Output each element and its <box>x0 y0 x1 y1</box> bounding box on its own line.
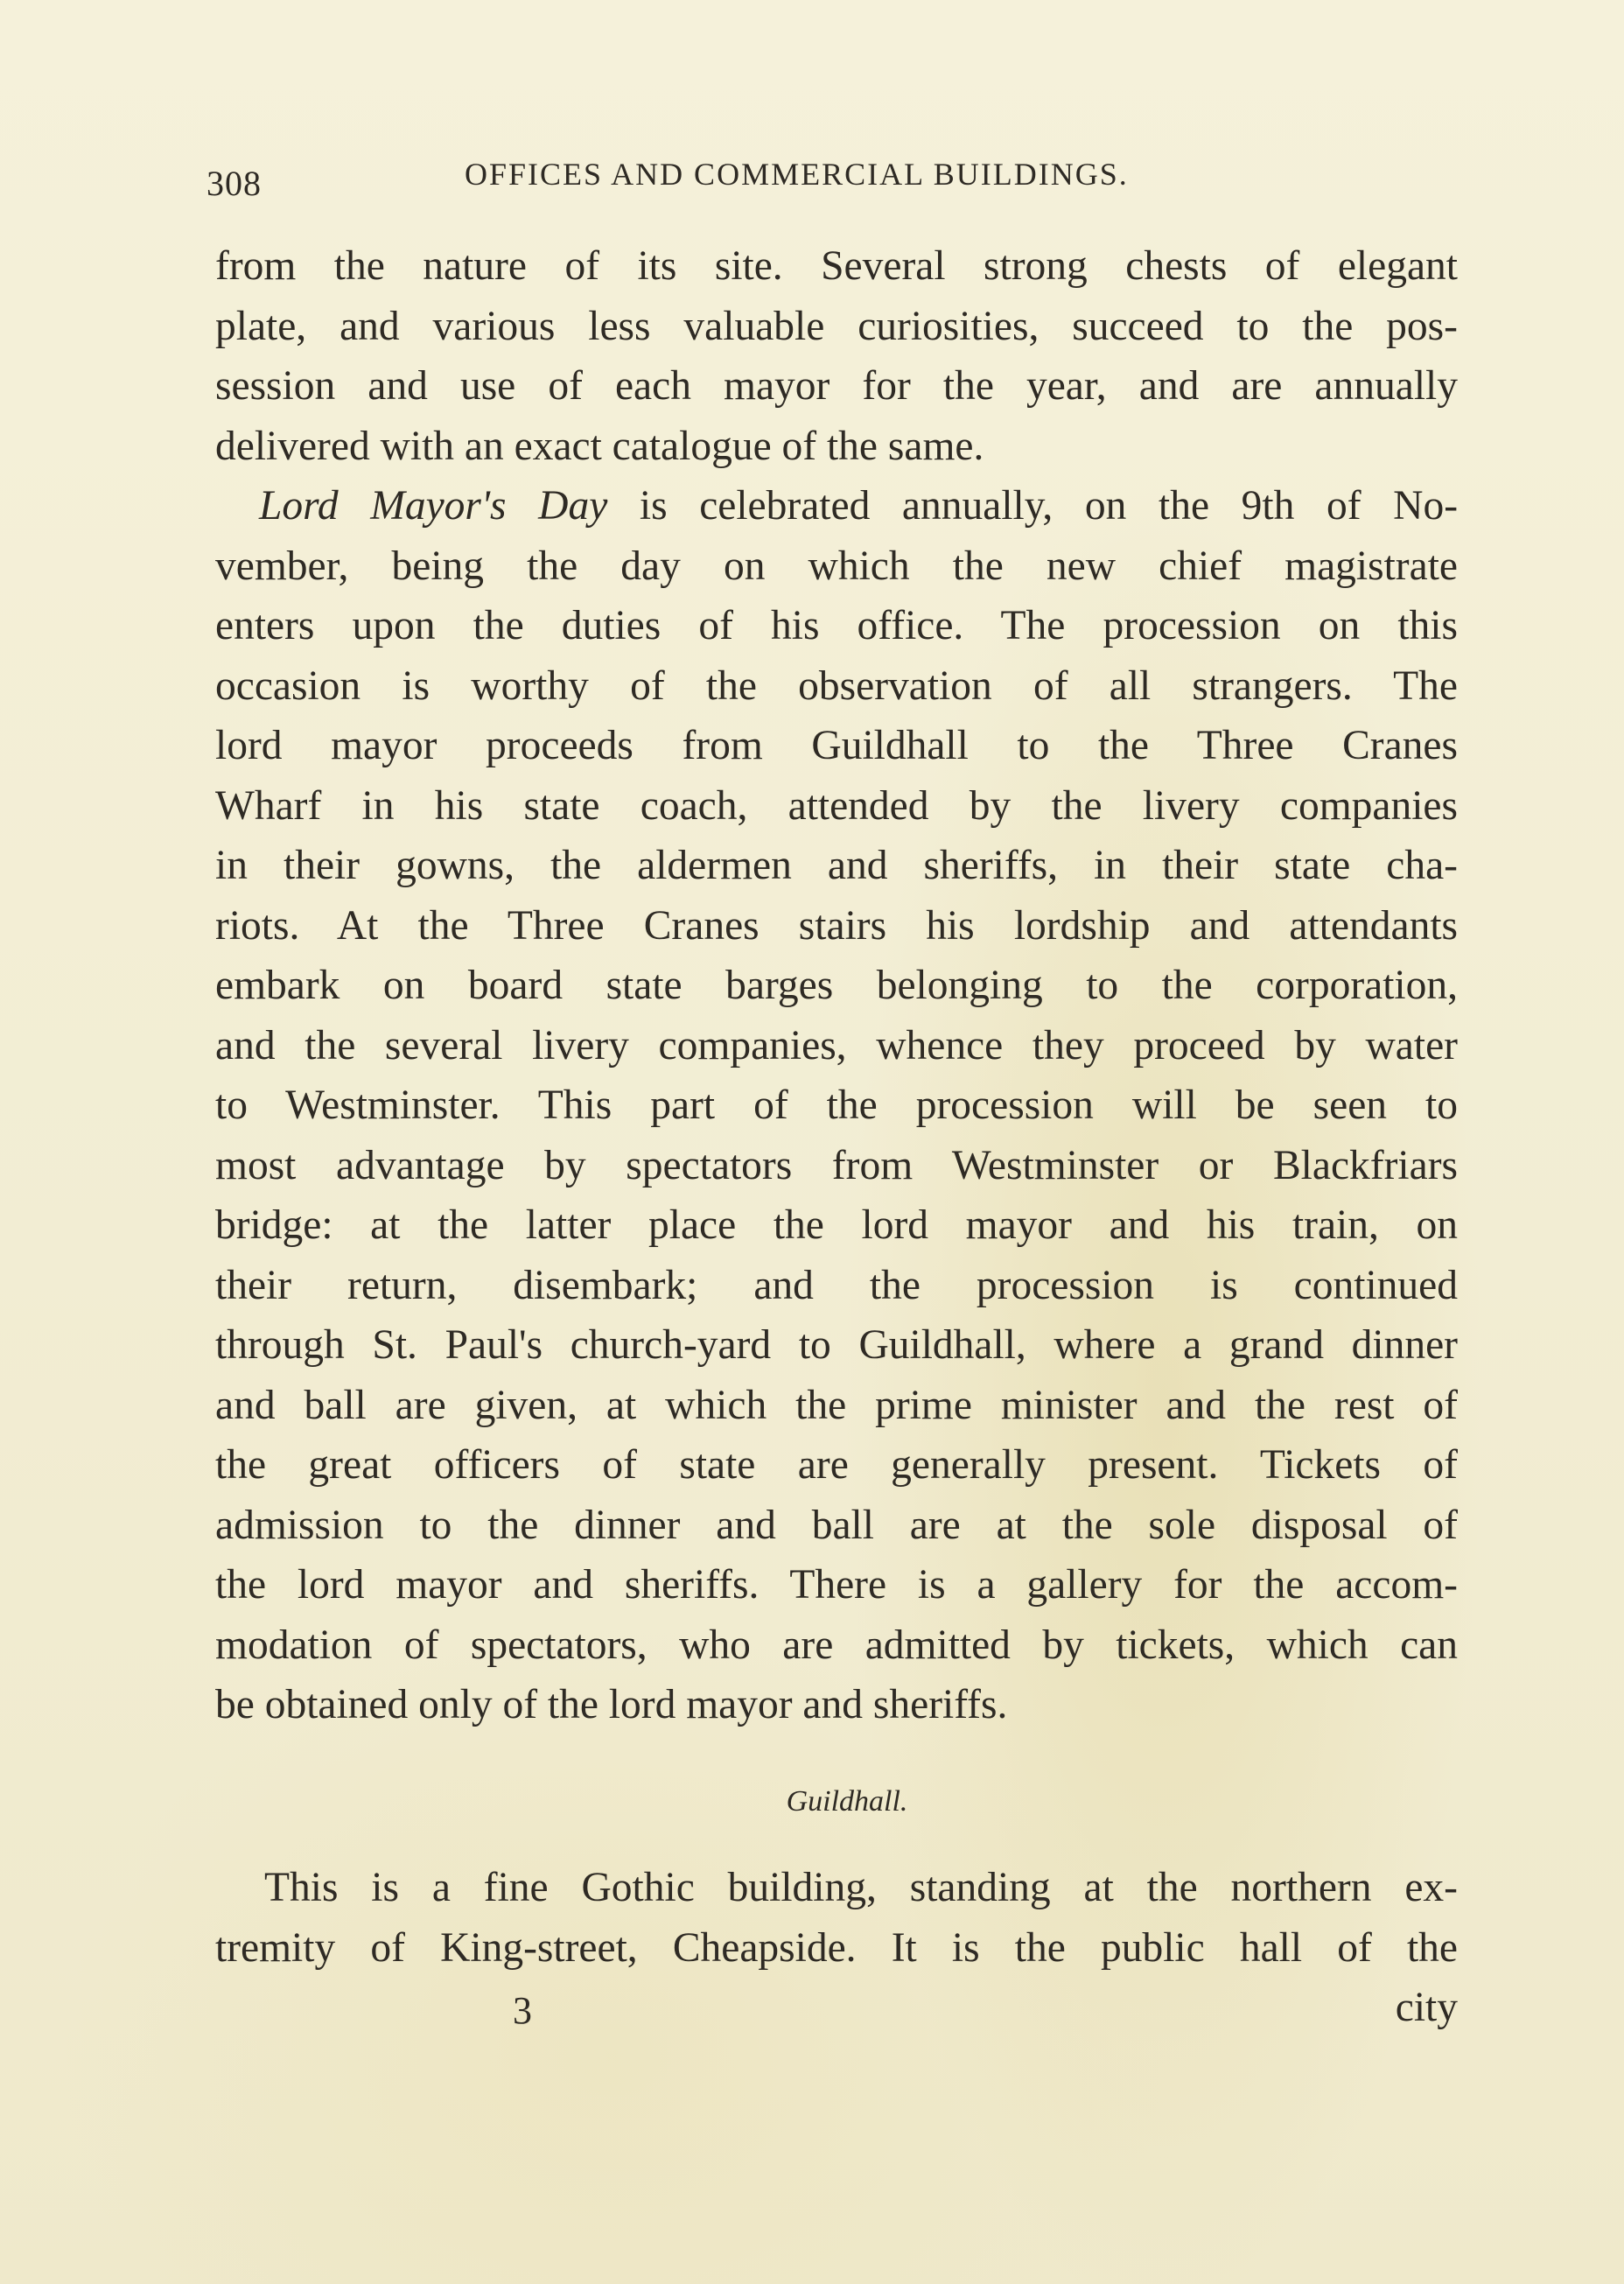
text-line: their return, disembark; and the procession is continued <box>215 1262 1458 1308</box>
text-line: in their gowns, the aldermen and sheriffs, in their state cha- <box>215 843 1458 888</box>
text-line: Wharf in his state coach, attended by the livery companies <box>215 782 1458 829</box>
signature-mark: 3 <box>513 1989 532 2032</box>
text-line: tremity of King-street, Cheapside. It is the public hall of the <box>215 1924 1458 1971</box>
text-line: riots. At the Three Cranes stairs his lordship and attendants <box>215 902 1458 949</box>
lord-mayors-day-term: Lord Mayor's Day <box>259 483 608 529</box>
text-line: through St. Paul's church-yard to Guildhall, where a grand dinner <box>215 1322 1458 1368</box>
text-line: session and use of each mayor for the year, and are annually <box>215 363 1458 409</box>
text-line: from the nature of its site. Several strong chests of elegant <box>215 243 1458 289</box>
text-line: be obtained only of the lord mayor and sheriffs. <box>215 1682 1008 1727</box>
text-line: embark on board state barges belonging to the corporation, <box>215 963 1458 1008</box>
footer-line <box>215 1978 1458 2038</box>
text-line: and ball are given, at which the prime minister and the rest of <box>215 1382 1458 1428</box>
page-number: 308 <box>206 164 262 203</box>
text-line: This is a fine Gothic building, standing at the northern ex- <box>264 1865 1458 1910</box>
text-line <box>215 476 1458 536</box>
text-line: and the several livery companies, whence they proceed by water <box>215 1022 1458 1068</box>
body-text <box>215 236 1458 1735</box>
catchword: city <box>1395 1985 1458 2030</box>
section-heading-guildhall: Guildhall. <box>786 1785 908 1818</box>
text-line: most advantage by spectators from Westminster or Blackfriars <box>215 1142 1458 1188</box>
running-head <box>206 156 1186 205</box>
guildhall-text <box>215 1858 1458 2038</box>
text-line: occasion is worthy of the observation of all strangers. The <box>215 662 1458 709</box>
text-line: lord mayor proceeds from Guildhall to the Three Cranes <box>215 723 1458 768</box>
text-line: bridge: at the latter place the lord mayor and his train, on <box>215 1202 1458 1248</box>
text-line: enters upon the duties of his office. The procession on this <box>215 603 1458 648</box>
running-title: OFFICES AND COMMERCIAL BUILDINGS. <box>465 157 1129 192</box>
text-line: delivered with an exact catalogue of the same. <box>215 423 984 469</box>
text-line: plate, and various less valuable curiosities, succeed to the pos- <box>215 303 1458 349</box>
text-span: is celebrated annually, on the 9th of No- <box>639 483 1459 529</box>
text-line: the great officers of state are generally present. Tickets of <box>215 1442 1458 1488</box>
text-line: admission to the dinner and ball are at the sole disposal of <box>215 1502 1458 1548</box>
text-line: vember, being the day on which the new chief magistrate <box>215 543 1458 589</box>
text-line: modation of spectators, who are admitted by tickets, which can <box>215 1622 1458 1668</box>
text-line: to Westminster. This part of the procession will be seen to <box>215 1082 1458 1128</box>
text-line: the lord mayor and sheriffs. There is a gallery for the accom- <box>215 1562 1458 1608</box>
